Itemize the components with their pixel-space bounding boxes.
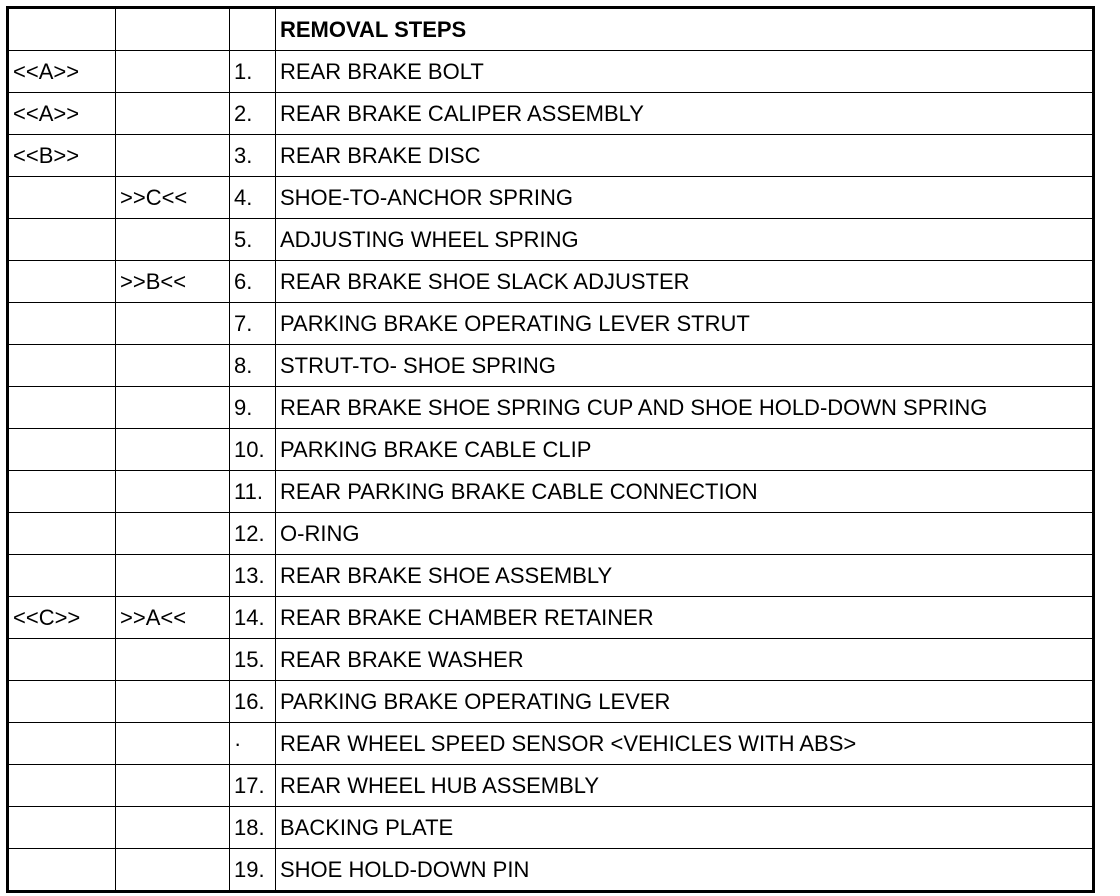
installation-ref-cell: [8, 177, 116, 219]
installation-ref-cell: [8, 681, 116, 723]
table-row: [8, 219, 1094, 261]
step-number-cell: 11.: [230, 471, 276, 513]
step-number-cell: 18.: [230, 807, 276, 849]
step-description-cell: REAR BRAKE SHOE SPRING CUP AND SHOE HOLD-DOWN SPRING: [276, 387, 1094, 429]
table-row: [8, 597, 1094, 639]
step-description-cell: REAR BRAKE CALIPER ASSEMBLY: [276, 93, 1094, 135]
step-number-cell: 10.: [230, 429, 276, 471]
table-row: [8, 681, 1094, 723]
step-description-cell: REAR WHEEL HUB ASSEMBLY: [276, 765, 1094, 807]
installation-ref-cell: [8, 471, 116, 513]
table-row: [8, 135, 1094, 177]
removal-ref-cell: [116, 639, 230, 681]
table-row: [8, 345, 1094, 387]
step-description-cell: O-RING: [276, 513, 1094, 555]
step-number-cell: 3.: [230, 135, 276, 177]
table-row: [8, 555, 1094, 597]
installation-ref-cell: [8, 387, 116, 429]
step-description-cell: REAR BRAKE SHOE ASSEMBLY: [276, 555, 1094, 597]
step-number-cell: 17.: [230, 765, 276, 807]
installation-ref-cell: [8, 429, 116, 471]
step-number-cell: ·: [230, 723, 276, 765]
step-number-cell: 9.: [230, 387, 276, 429]
step-number-cell: 8.: [230, 345, 276, 387]
table-row: [8, 303, 1094, 345]
step-description-cell: ADJUSTING WHEEL SPRING: [276, 219, 1094, 261]
table-row: [8, 177, 1094, 219]
step-number-cell: 12.: [230, 513, 276, 555]
table-row: [8, 849, 1094, 892]
table-row: [8, 513, 1094, 555]
removal-ref-cell: [116, 345, 230, 387]
header-number: [230, 8, 276, 51]
step-description-cell: BACKING PLATE: [276, 807, 1094, 849]
step-description-cell: SHOE HOLD-DOWN PIN: [276, 849, 1094, 892]
table-row: [8, 807, 1094, 849]
removal-ref-cell: [116, 387, 230, 429]
installation-ref-cell: [8, 555, 116, 597]
installation-ref-cell: [8, 219, 116, 261]
table-row: [8, 765, 1094, 807]
step-description-cell: PARKING BRAKE OPERATING LEVER STRUT: [276, 303, 1094, 345]
removal-ref-cell: [116, 219, 230, 261]
step-number-cell: 6.: [230, 261, 276, 303]
installation-ref-cell: <<C>>: [8, 597, 116, 639]
header-installation-ref: [8, 8, 116, 51]
installation-ref-cell: [8, 345, 116, 387]
step-number-cell: 7.: [230, 303, 276, 345]
installation-ref-cell: [8, 639, 116, 681]
header-removal-ref: [116, 8, 230, 51]
removal-ref-cell: [116, 681, 230, 723]
removal-steps-table: [6, 6, 1095, 893]
removal-ref-cell: [116, 51, 230, 93]
removal-ref-cell: [116, 513, 230, 555]
installation-ref-cell: [8, 807, 116, 849]
installation-ref-cell: [8, 303, 116, 345]
step-number-cell: 15.: [230, 639, 276, 681]
table-row: [8, 471, 1094, 513]
step-number-cell: 14.: [230, 597, 276, 639]
step-description-cell: SHOE-TO-ANCHOR SPRING: [276, 177, 1094, 219]
step-number-cell: 16.: [230, 681, 276, 723]
installation-ref-cell: <<B>>: [8, 135, 116, 177]
removal-ref-cell: [116, 429, 230, 471]
table-row: [8, 723, 1094, 765]
step-number-cell: 1.: [230, 51, 276, 93]
header-removal-steps: REMOVAL STEPS: [276, 8, 1094, 51]
step-description-cell: REAR WHEEL SPEED SENSOR <VEHICLES WITH ABS>: [276, 723, 1094, 765]
removal-ref-cell: [116, 555, 230, 597]
removal-ref-cell: [116, 849, 230, 892]
table-header-row: [8, 8, 1094, 51]
step-description-cell: REAR BRAKE WASHER: [276, 639, 1094, 681]
step-number-cell: 5.: [230, 219, 276, 261]
step-description-cell: PARKING BRAKE CABLE CLIP: [276, 429, 1094, 471]
step-description-cell: REAR BRAKE CHAMBER RETAINER: [276, 597, 1094, 639]
table-row: [8, 387, 1094, 429]
step-description-cell: STRUT-TO- SHOE SPRING: [276, 345, 1094, 387]
step-description-cell: REAR BRAKE SHOE SLACK ADJUSTER: [276, 261, 1094, 303]
step-number-cell: 2.: [230, 93, 276, 135]
installation-ref-cell: [8, 723, 116, 765]
removal-ref-cell: [116, 303, 230, 345]
table-row: [8, 639, 1094, 681]
step-description-cell: REAR BRAKE BOLT: [276, 51, 1094, 93]
installation-ref-cell: <<A>>: [8, 93, 116, 135]
installation-ref-cell: [8, 513, 116, 555]
installation-ref-cell: [8, 765, 116, 807]
step-number-cell: 19.: [230, 849, 276, 892]
removal-ref-cell: >>C<<: [116, 177, 230, 219]
step-number-cell: 4.: [230, 177, 276, 219]
installation-ref-cell: [8, 849, 116, 892]
installation-ref-cell: [8, 261, 116, 303]
table-row: [8, 429, 1094, 471]
removal-steps-document: [6, 6, 1092, 893]
table-row: [8, 261, 1094, 303]
removal-ref-cell: [116, 807, 230, 849]
step-description-cell: REAR PARKING BRAKE CABLE CONNECTION: [276, 471, 1094, 513]
installation-ref-cell: <<A>>: [8, 51, 116, 93]
table-body: [8, 51, 1094, 892]
removal-ref-cell: >>A<<: [116, 597, 230, 639]
removal-ref-cell: >>B<<: [116, 261, 230, 303]
removal-ref-cell: [116, 723, 230, 765]
removal-ref-cell: [116, 765, 230, 807]
table-row: [8, 51, 1094, 93]
removal-ref-cell: [116, 471, 230, 513]
step-number-cell: 13.: [230, 555, 276, 597]
table-row: [8, 93, 1094, 135]
removal-ref-cell: [116, 135, 230, 177]
step-description-cell: REAR BRAKE DISC: [276, 135, 1094, 177]
step-description-cell: PARKING BRAKE OPERATING LEVER: [276, 681, 1094, 723]
removal-ref-cell: [116, 93, 230, 135]
